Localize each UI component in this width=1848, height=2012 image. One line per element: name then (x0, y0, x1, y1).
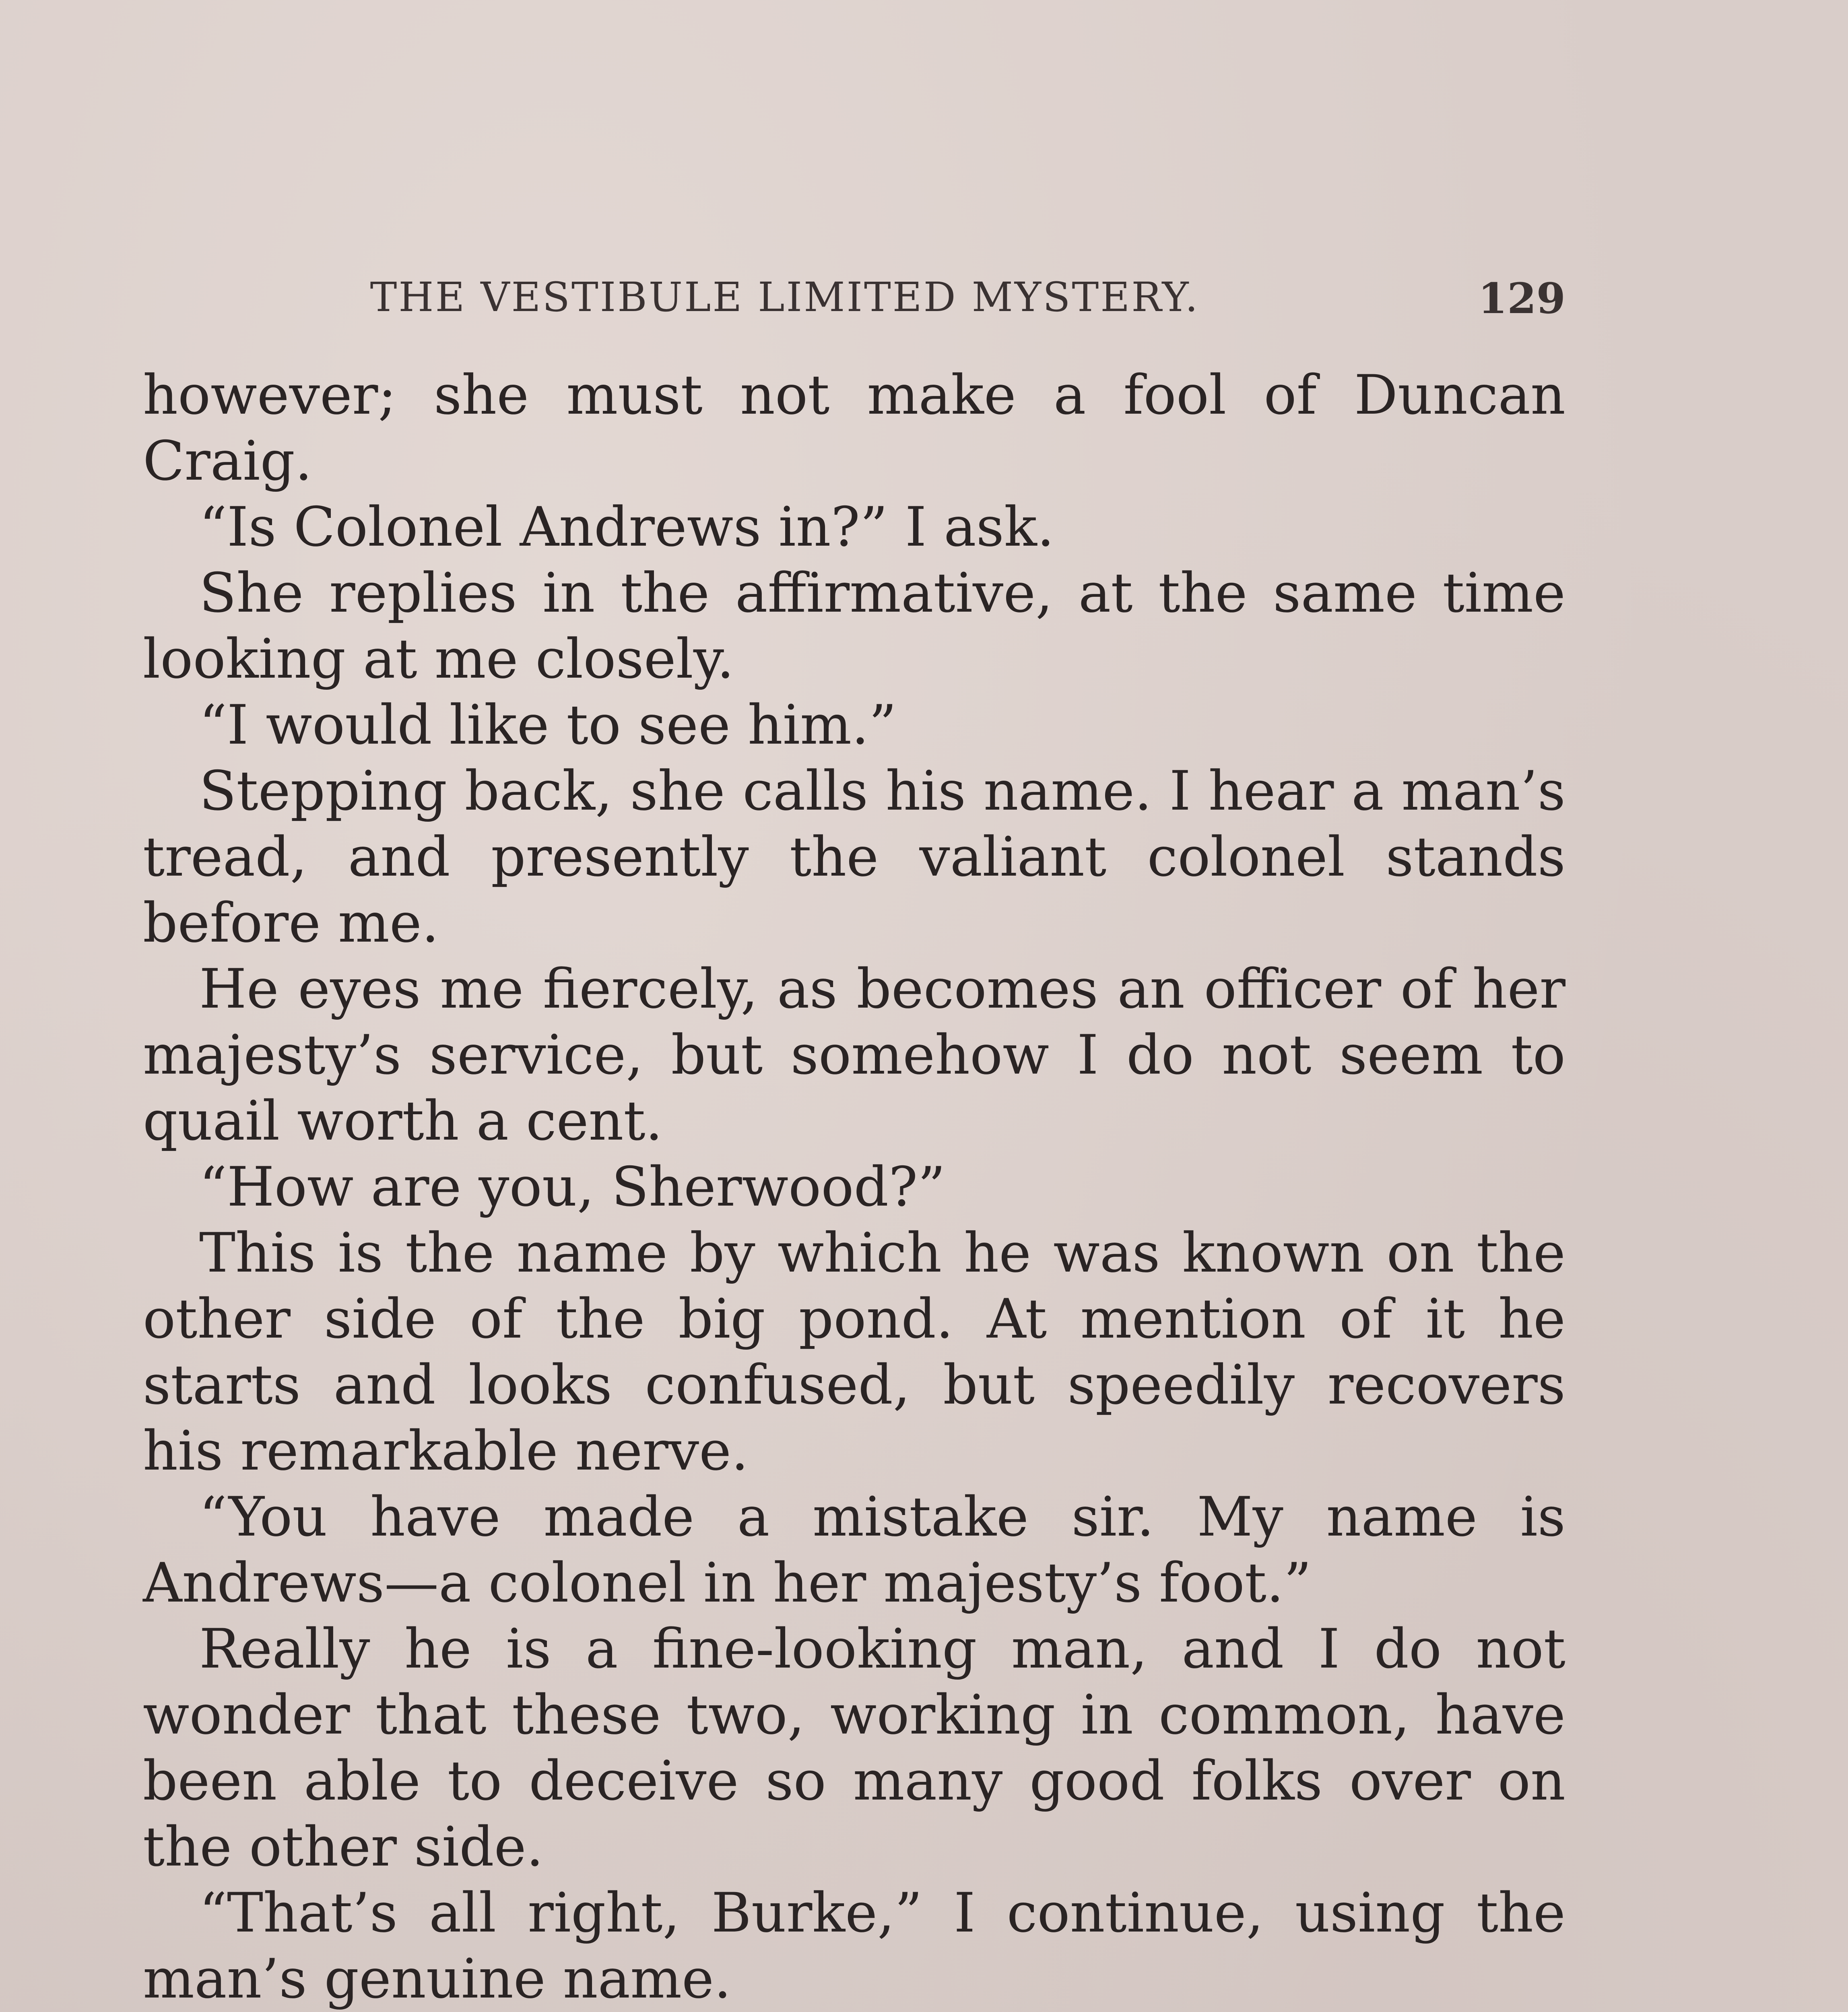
paragraph: She replies in the affirmative, at the same time looking at me closely. (143, 561, 1565, 691)
paragraph: He eyes me fiercely, as becomes an officer of her majesty’s service, but somehow I do not seem to quail worth a cent. (143, 957, 1565, 1152)
paragraph: This is the name by which he was known on the other side of the big pond. At mention of it he starts and looks confused, but speedily recovers his remarkable nerve. (143, 1221, 1565, 1482)
paragraph: “How are you, Sherwood?” (199, 1155, 946, 1218)
body-text (143, 362, 1565, 2012)
paragraph: “Is Colonel Andrews in?” I ask. (199, 495, 1054, 559)
paragraph: Stepping back, she calls his name. I hear a man’s tread, and presently the valiant colonel stands before me. (143, 759, 1565, 954)
running-title: THE VESTIBULE LIMITED MYSTERY. (370, 274, 1200, 321)
paragraph: “You have made a mistake sir. My name is Andrews—a colonel in her majesty’s foot.” (143, 1485, 1565, 1614)
page-number: 129 (1478, 274, 1565, 323)
paragraph: Really he is a fine-looking man, and I do not wonder that these two, working in common, have been able to deceive so many good folks over on the other side. (143, 1617, 1565, 1878)
paragraph: “That’s all right, Burke,” I continue, using the man’s genuine name. (143, 1881, 1565, 2010)
running-head (145, 266, 1565, 330)
paragraph: “I would like to see him.” (199, 693, 897, 757)
paragraph-continued: however; she must not make a fool of Duncan Craig. (143, 363, 1565, 493)
